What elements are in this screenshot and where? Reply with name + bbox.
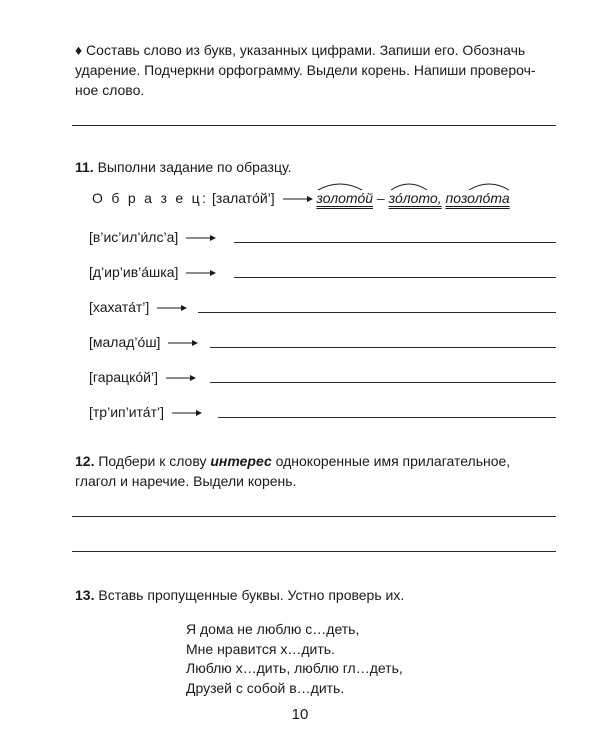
arrow-right-icon xyxy=(172,409,202,417)
arrow-right-icon xyxy=(157,304,187,312)
poem-line: Друзей с собой в…дить. xyxy=(186,679,345,696)
task-12-line-2: глагол и наречие. Выдели корень. xyxy=(75,473,297,489)
exercise-row xyxy=(89,229,216,245)
intro-line-3: ное слово. xyxy=(75,82,145,98)
task-number: 12. xyxy=(75,453,95,469)
arrow-right-icon xyxy=(186,269,216,277)
arrow-right-icon xyxy=(168,339,198,347)
answer-line[interactable] xyxy=(210,347,556,348)
poem-line: Мне нравится х…дить. xyxy=(186,640,335,657)
answer-line[interactable] xyxy=(72,551,556,552)
root-arc-icon xyxy=(316,181,364,191)
transcription-label: [гарацко́й’] xyxy=(89,369,158,385)
sample-answer-word-1: золото́й xyxy=(316,190,373,206)
task-13-heading xyxy=(75,585,560,606)
answer-line[interactable] xyxy=(72,125,556,126)
task-text: Подбери к слову xyxy=(98,453,207,469)
transcription-label: [малад’о́ш] xyxy=(89,334,161,350)
exercise-row xyxy=(89,264,216,280)
sample-label: О б р а з е ц: xyxy=(92,190,209,206)
task-12-heading xyxy=(75,451,560,472)
answer-line[interactable] xyxy=(198,312,556,313)
arrow-right-icon xyxy=(166,374,196,382)
arrow-right-icon xyxy=(186,234,216,242)
task-title: Вставь пропущенные буквы. Устно проверь их. xyxy=(98,587,405,603)
answer-line[interactable] xyxy=(210,382,556,383)
answer-line[interactable] xyxy=(72,516,556,517)
exercise-row xyxy=(89,369,196,385)
sample-answer-word-3: позоло́та xyxy=(445,190,509,206)
answer-line[interactable] xyxy=(234,277,556,278)
task-11-heading xyxy=(75,157,560,178)
exercise-row xyxy=(89,334,198,350)
sample-answer-word-2: зо́лото, xyxy=(389,190,442,206)
task-keyword: интерес xyxy=(210,453,272,469)
poem-line: Я дома не люблю с…деть, xyxy=(186,621,360,637)
intro-line-1 xyxy=(75,40,560,61)
task-number: 13. xyxy=(75,587,95,603)
task-number: 11. xyxy=(75,159,94,175)
transcription-label: [в’ис’ил’и́лс’а] xyxy=(89,229,179,245)
task-text-continued: однокоренные имя прилагательное, xyxy=(275,453,511,469)
poem xyxy=(186,620,403,698)
transcription-label: [хахата́т’] xyxy=(89,299,150,315)
root-arc-icon xyxy=(389,181,429,191)
arrow-right-icon xyxy=(283,195,313,203)
exercise-row xyxy=(89,404,202,420)
sample-row xyxy=(92,190,510,206)
sample-transcription: [залато́й’] xyxy=(212,190,275,206)
poem-line: Люблю х…дить, люблю гл…деть, xyxy=(186,660,403,676)
transcription-label: [д’ир’ив’а́шка] xyxy=(89,264,179,280)
task-title: Выполни задание по образцу. xyxy=(97,159,292,175)
transcription-label: [тр’ип’ита́т’] xyxy=(89,404,164,420)
answer-line[interactable] xyxy=(218,417,556,418)
exercise-row xyxy=(89,299,187,315)
answer-line[interactable] xyxy=(234,242,556,243)
page-number: 10 xyxy=(291,706,309,723)
sample-dash: – xyxy=(376,190,385,206)
root-arc-icon xyxy=(467,181,511,191)
intro-line-2: ударение. Подчеркни орфограмму. Выдели корень. Напиши провероч- xyxy=(75,62,536,78)
diamond-bullet-icon: ♦ xyxy=(75,42,83,58)
intro-text-line-1: Составь слово из букв, указанных цифрами. Запиши его. Обозначь xyxy=(86,42,526,58)
